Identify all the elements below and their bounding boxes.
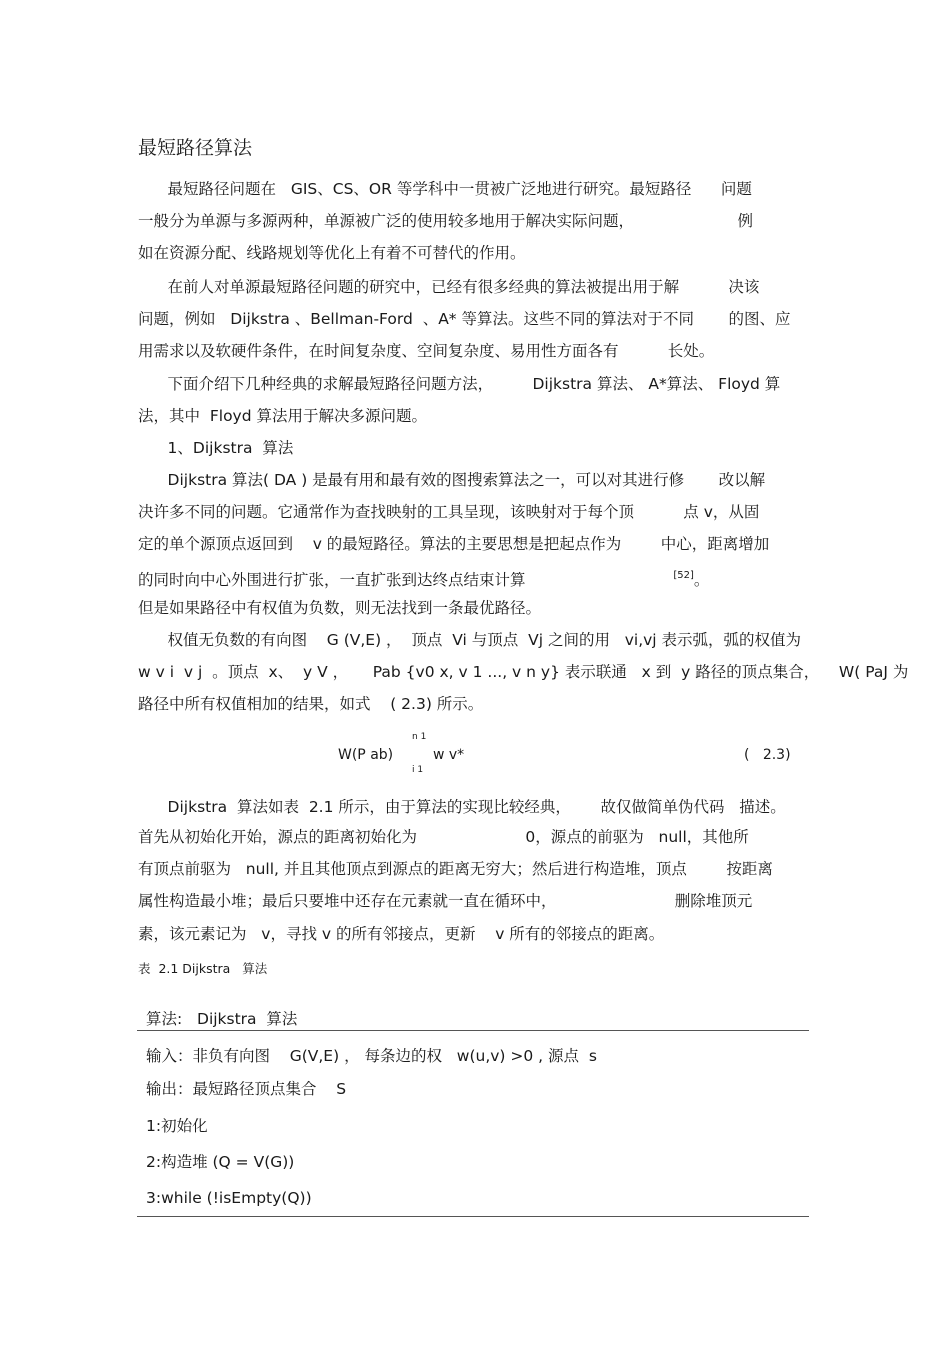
algorithm-output: 输出：最短路径顶点集合 S bbox=[146, 1080, 347, 1098]
paragraph-line: 但是如果路径中有权值为负数，则无法找到一条最优路径。 bbox=[138, 599, 542, 617]
algorithm-step: 2:构造堆 (Q = V(G)) bbox=[146, 1153, 295, 1171]
page-title: 最短路径算法 bbox=[138, 137, 253, 159]
paragraph-line: 属性构造最小堆；最后只要堆中还存在元素就一直在循环中， 删除堆顶元 bbox=[138, 892, 753, 910]
paragraph-line: 问题，例如 Dijkstra 、Bellman-Ford 、A* 等算法。这些不同的算法对于不同 的图、应 bbox=[138, 310, 791, 328]
paragraph-line: 有顶点前驱为 null, 并且其他顶点到源点的距离无穷大；然后进行构造堆，顶点 按距离 bbox=[138, 860, 773, 878]
paragraph-line: 定的单个源顶点返回到 v 的最短路径。算法的主要思想是把起点作为 中心，距离增加 bbox=[138, 535, 770, 553]
section-heading: 1、Dijkstra 算法 bbox=[138, 439, 294, 457]
paragraph-line: 法，其中 Floyd 算法用于解决多源问题。 bbox=[138, 407, 427, 425]
sum-lower-limit: i 1 bbox=[412, 765, 424, 775]
sentence-end: 。 bbox=[693, 571, 710, 589]
equation-number: ( 2.3) bbox=[744, 747, 791, 763]
paragraph-text: 的同时向中心外围进行扩张，一直扩张到达终点结束计算 bbox=[138, 571, 674, 589]
paragraph-line: Dijkstra 算法如表 2.1 所示，由于算法的实现比较经典， 故仅做简单伪代码 描述。 bbox=[138, 798, 786, 816]
algorithm-step: 1:初始化 bbox=[146, 1117, 208, 1135]
paragraph-line: 决许多不同的问题。它通常作为查找映射的工具呈现，该映射对于每个顶 点 v，从固 bbox=[138, 503, 760, 521]
paragraph-line: 路径中所有权值相加的结果，如式 ( 2.3) 所示。 bbox=[138, 695, 484, 713]
paragraph-line: 如在资源分配、线路规划等优化上有着不可替代的作用。 bbox=[138, 244, 526, 262]
table-caption: 表 2.1 Dijkstra 算法 bbox=[138, 961, 268, 976]
equation-lhs: W(P ab) bbox=[338, 747, 394, 763]
citation-ref: [52] bbox=[673, 570, 694, 581]
algorithm-step: 3:while (!isEmpty(Q)) bbox=[146, 1189, 312, 1207]
paragraph-line: 下面介绍下几种经典的求解最短路径问题方法， Dijkstra 算法、 A*算法、 Floyd 算 bbox=[138, 375, 781, 393]
paragraph-line: 用需求以及软硬件条件，在时间复杂度、空间复杂度、易用性方面各有 长处。 bbox=[138, 342, 715, 360]
paragraph-line: Dijkstra 算法( DA ) 是最有用和最有效的图搜索算法之一，可以对其进行修 改以解 bbox=[138, 471, 766, 489]
paragraph-line bbox=[138, 565, 709, 591]
equation-body: w v* bbox=[433, 747, 465, 763]
paragraph-line: w v i v j 。顶点 x、 y V ， Pab {v0 x, v 1 ..., v n y} 表示联通 x 到 y 路径的顶点集合， W( PaJ 为 bbox=[138, 663, 909, 681]
box-bottom-rule bbox=[137, 1216, 809, 1217]
algorithm-header: 算法: Dijkstra 算法 bbox=[146, 1010, 298, 1028]
sum-upper-limit: n 1 bbox=[412, 732, 427, 742]
header-divider bbox=[137, 1030, 809, 1031]
paragraph-line: 一般分为单源与多源两种，单源被广泛的使用较多地用于解决实际问题， 例 bbox=[138, 212, 753, 230]
paragraph-line: 在前人对单源最短路径问题的研究中，已经有很多经典的算法被提出用于解 决该 bbox=[138, 278, 760, 296]
algorithm-input: 输入：非负有向图 G(V,E) ， 每条边的权 w(u,v) >0 , 源点 s bbox=[146, 1047, 597, 1065]
paragraph-line: 权值无负数的有向图 G (V,E) ， 顶点 Vi 与顶点 Vj 之间的用 vi,vj 表示弧，弧的权值为 bbox=[138, 631, 802, 649]
paragraph-line: 素，该元素记为 v，寻找 v 的所有邻接点，更新 v 所有的邻接点的距离。 bbox=[138, 925, 665, 943]
paragraph-line: 最短路径问题在 GIS、CS、OR 等学科中一贯被广泛地进行研究。最短路径 问题 bbox=[138, 180, 752, 198]
paragraph-line: 首先从初始化开始，源点的距离初始化为 0，源点的前驱为 null，其他所 bbox=[138, 828, 749, 846]
